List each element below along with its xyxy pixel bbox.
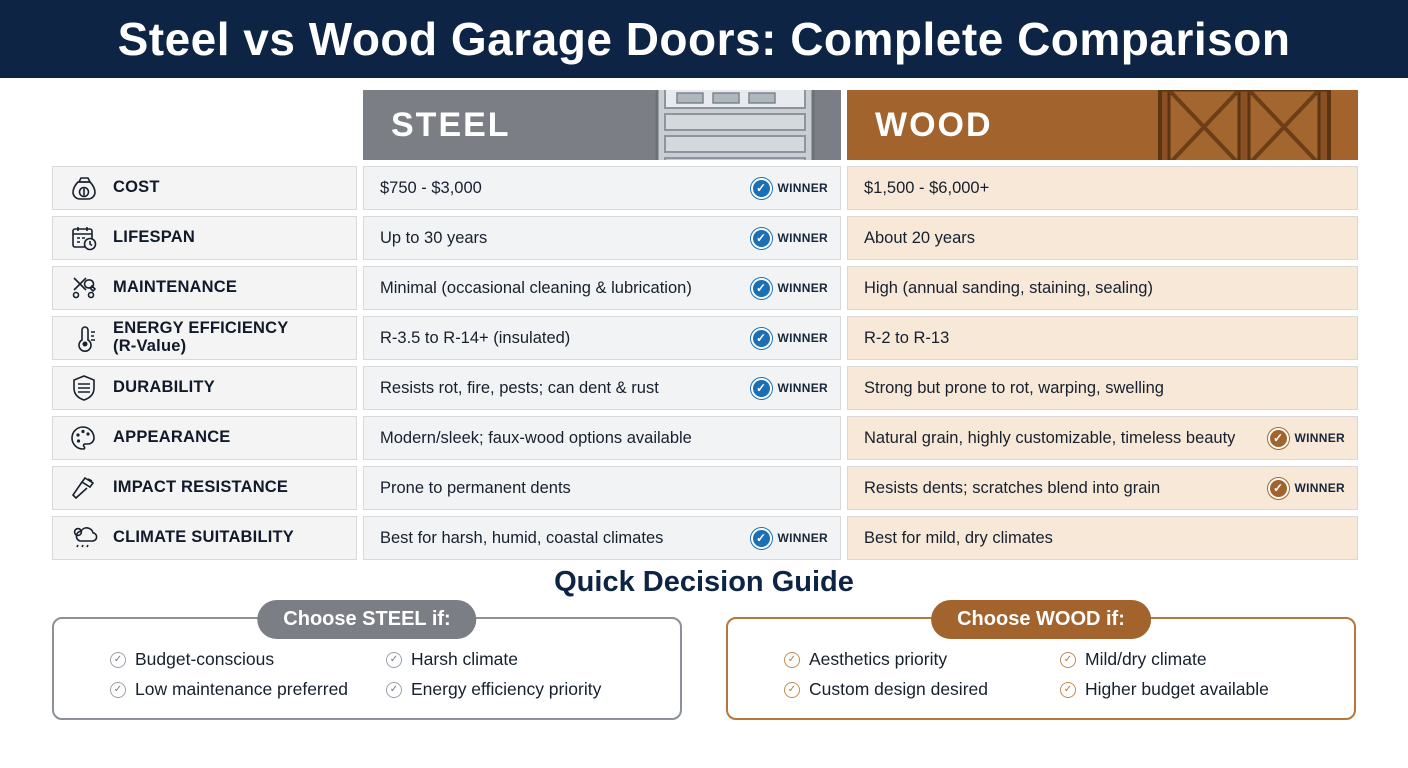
table-row <box>52 416 1356 460</box>
comparison-grid <box>0 78 1408 560</box>
wood-value-cell <box>847 366 1358 410</box>
steel-column-label: STEEL <box>391 105 511 144</box>
guide-pill-steel: Choose STEEL if: <box>257 600 476 639</box>
winner-badge-wood: ✓ WINNER <box>1268 428 1345 449</box>
check-circle-icon: ✓ <box>751 378 772 399</box>
feature-cell <box>52 516 357 560</box>
wood-value: Natural grain, highly customizable, timeless beauty <box>864 428 1236 447</box>
wood-value-cell <box>847 266 1358 310</box>
check-circle-icon: ✓ <box>751 228 772 249</box>
winner-badge-steel: ✓ WINNER <box>751 178 828 199</box>
table-row <box>52 466 1356 510</box>
steel-value: R-3.5 to R-14+ (insulated) <box>380 328 571 347</box>
steel-value: Modern/sleek; faux-wood options available <box>380 428 692 447</box>
check-icon: ✓ <box>784 682 800 698</box>
steel-value: $750 - $3,000 <box>380 178 482 197</box>
wood-column-label: WOOD <box>875 105 993 144</box>
winner-badge-steel: ✓ WINNER <box>751 228 828 249</box>
guide-card-wood <box>726 608 1356 720</box>
steel-value-cell <box>363 316 841 360</box>
feature-label: APPEARANCE <box>113 428 231 447</box>
wood-value-cell <box>847 216 1358 260</box>
steel-value-cell <box>363 266 841 310</box>
wood-value: R-2 to R-13 <box>864 328 950 347</box>
steel-value-cell <box>363 416 841 460</box>
table-row <box>52 366 1356 410</box>
table-row <box>52 216 1356 260</box>
feature-label: IMPACT RESISTANCE <box>113 478 289 497</box>
feature-label: ENERGY EFFICIENCY (R-Value) <box>113 319 289 355</box>
steel-value: Prone to permanent dents <box>380 478 571 497</box>
check-icon: ✓ <box>110 682 126 698</box>
guide-pill-wood: Choose WOOD if: <box>931 600 1151 639</box>
check-icon: ✓ <box>1060 652 1076 668</box>
table-row <box>52 516 1356 560</box>
winner-badge-wood: ✓ WINNER <box>1268 478 1345 499</box>
check-icon: ✓ <box>110 652 126 668</box>
winner-badge-steel: ✓ WINNER <box>751 378 828 399</box>
check-circle-icon: ✓ <box>751 178 772 199</box>
steel-value-cell <box>363 366 841 410</box>
list-item: ✓ Harsh climate <box>386 649 652 670</box>
winner-badge-steel: ✓ WINNER <box>751 528 828 549</box>
wood-value-cell <box>847 416 1358 460</box>
feature-cell <box>52 316 357 360</box>
feature-cell <box>52 416 357 460</box>
guide-bullets-steel <box>82 649 652 700</box>
palette-icon <box>67 421 101 455</box>
list-item: ✓ Aesthetics priority <box>784 649 1050 670</box>
feature-label: MAINTENANCE <box>113 278 238 297</box>
check-icon: ✓ <box>386 682 402 698</box>
wood-value: $1,500 - $6,000+ <box>864 178 990 197</box>
feature-label: CLIMATE SUITABILITY <box>113 528 295 547</box>
feature-label: DURABILITY <box>113 378 215 397</box>
check-circle-icon: ✓ <box>1268 478 1289 499</box>
page-header <box>0 0 1408 78</box>
wood-column-header <box>847 90 1358 160</box>
feature-cell <box>52 466 357 510</box>
feature-cell <box>52 366 357 410</box>
calendar-clock-icon <box>67 221 101 255</box>
wood-value: About 20 years <box>864 228 975 247</box>
list-item: ✓ Higher budget available <box>1060 679 1326 700</box>
wood-value: Resists dents; scratches blend into grain <box>864 478 1161 497</box>
check-circle-icon: ✓ <box>751 278 772 299</box>
steel-door-icon <box>655 90 815 160</box>
tools-icon <box>67 271 101 305</box>
wood-value: Best for mild, dry climates <box>864 528 1053 547</box>
feature-label: LIFESPAN <box>113 228 195 247</box>
list-item: ✓ Mild/dry climate <box>1060 649 1326 670</box>
steel-value: Best for harsh, humid, coastal climates <box>380 528 664 547</box>
page-title: Steel vs Wood Garage Doors: Complete Comparison <box>117 13 1291 65</box>
list-item: ✓ Low maintenance preferred <box>110 679 376 700</box>
steel-column-header <box>363 90 841 160</box>
steel-value-cell <box>363 516 841 560</box>
steel-value: Minimal (occasional cleaning & lubrication) <box>380 278 692 297</box>
check-circle-icon: ✓ <box>1268 428 1289 449</box>
quick-decision-guides <box>0 608 1408 720</box>
header-spacer <box>52 90 357 160</box>
wood-value-cell <box>847 316 1358 360</box>
check-icon: ✓ <box>784 652 800 668</box>
steel-value-cell <box>363 166 841 210</box>
list-item: ✓ Budget-conscious <box>110 649 376 670</box>
check-icon: ✓ <box>1060 682 1076 698</box>
shield-door-icon <box>67 371 101 405</box>
wood-value-cell <box>847 466 1358 510</box>
money-bag-icon <box>67 171 101 205</box>
steel-value-cell <box>363 466 841 510</box>
table-row <box>52 316 1356 360</box>
wood-value-cell <box>847 516 1358 560</box>
wood-value: High (annual sanding, staining, sealing) <box>864 278 1153 297</box>
feature-cell <box>52 216 357 260</box>
feature-label: COST <box>113 178 160 197</box>
steel-value: Resists rot, fire, pests; can dent & rust <box>380 378 659 397</box>
thermometer-icon <box>67 321 101 355</box>
check-circle-icon: ✓ <box>751 328 772 349</box>
feature-cell <box>52 266 357 310</box>
wood-door-icon <box>1157 90 1332 160</box>
table-row <box>52 266 1356 310</box>
check-icon: ✓ <box>386 652 402 668</box>
guide-card-steel <box>52 608 682 720</box>
wood-value: Strong but prone to rot, warping, swelling <box>864 378 1164 397</box>
weather-cloud-icon <box>67 521 101 555</box>
hammer-icon <box>67 471 101 505</box>
list-item: ✓ Custom design desired <box>784 679 1050 700</box>
quick-decision-guide-title: Quick Decision Guide <box>554 566 854 598</box>
steel-value-cell <box>363 216 841 260</box>
check-circle-icon: ✓ <box>751 528 772 549</box>
steel-value: Up to 30 years <box>380 228 488 247</box>
guide-bullets-wood <box>756 649 1326 700</box>
winner-badge-steel: ✓ WINNER <box>751 278 828 299</box>
winner-badge-steel: ✓ WINNER <box>751 328 828 349</box>
list-item: ✓ Energy efficiency priority <box>386 679 652 700</box>
table-row <box>52 166 1356 210</box>
feature-cell <box>52 166 357 210</box>
grid-header-row <box>52 90 1356 160</box>
wood-value-cell <box>847 166 1358 210</box>
